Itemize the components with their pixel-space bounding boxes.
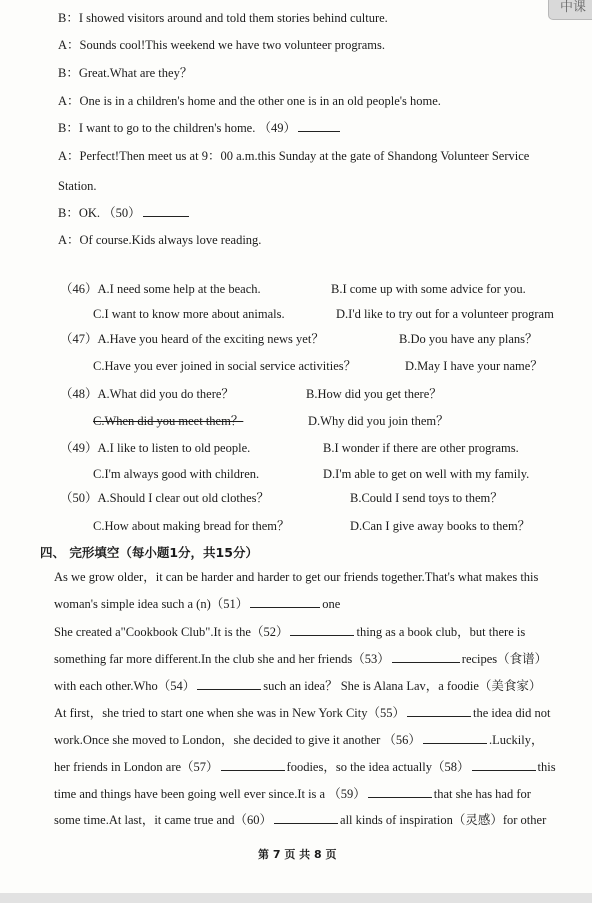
dialogue-line: A：Perfect!Then meet us at 9：00 a.m.this Sunday at the gate of Shandong Volunteer Service <box>58 149 530 163</box>
question-47-option-d[interactable]: D.May I have your name？ <box>405 359 543 373</box>
corner-tab[interactable]: 中课 <box>548 0 592 20</box>
dialogue-line: A：Of course.Kids always love reading. <box>58 233 262 247</box>
bottom-bar <box>0 893 592 903</box>
question-46-option-d[interactable]: D.I'd like to try out for a volunteer program <box>336 307 554 321</box>
passage-line-54: with each other.Who（54） such an idea？ She is Alana Lav，a foodie（美食家） <box>54 679 542 693</box>
answer-blank-56[interactable] <box>423 742 487 744</box>
dialogue-line: B：I showed visitors around and told them stories behind culture. <box>58 11 388 25</box>
question-49-option-c[interactable]: C.I'm always good with children. <box>93 467 260 481</box>
answer-blank-50[interactable] <box>143 215 189 217</box>
answer-blank-59[interactable] <box>368 796 432 798</box>
question-50-option-b[interactable]: B.Could I send toys to them？ <box>350 491 503 505</box>
passage-line-59: time and things have been going well ever since.It is a （59） that she has had for <box>54 787 531 801</box>
dialogue-line: B：Great.What are they？ <box>58 66 193 80</box>
dialogue-line: Station. <box>58 179 97 193</box>
dialogue-line: A：Sounds cool!This weekend we have two volunteer programs. <box>58 38 386 52</box>
answer-blank-49[interactable] <box>298 130 340 132</box>
answer-blank-52[interactable] <box>290 634 354 636</box>
question-50-option-c[interactable]: C.How about making bread for them？ <box>93 519 290 533</box>
passage-line-55: At first，she tried to start one when she was in New York City（55） the idea did not <box>54 706 551 720</box>
dialogue-text: B：I want to go to the children's home. （49） <box>58 121 296 135</box>
answer-blank-55[interactable] <box>407 715 471 717</box>
question-47-option-c[interactable]: C.Have you ever joined in social service activities？ <box>93 359 357 373</box>
answer-blank-51[interactable] <box>250 606 320 608</box>
answer-blank-60[interactable] <box>274 822 338 824</box>
passage-line-60: some time.At last，it came true and（60） all kinds of inspiration（灵感）for other <box>54 813 547 827</box>
question-49-option-a[interactable]: （49）A.I like to listen to old people. <box>60 441 251 455</box>
page-number: 第 7 页 共 8 页 <box>258 848 337 861</box>
question-47-option-a[interactable]: （47）A.Have you heard of the exciting news yet？ <box>60 332 324 346</box>
section-heading: 四、 完形填空（每小题1分，共15分） <box>40 545 258 560</box>
question-49-option-d[interactable]: D.I'm able to get on well with my family. <box>323 467 530 481</box>
passage-line-52: She created a"Cookbook Club".It is the（52） thing as a book club，but there is <box>54 625 526 639</box>
answer-blank-58[interactable] <box>472 769 536 771</box>
question-49-option-b[interactable]: B.I wonder if there are other programs. <box>323 441 519 455</box>
question-46-option-c[interactable]: C.I want to know more about animals. <box>93 307 285 321</box>
passage-line: As we grow older，it can be harder and harder to get our friends together.That's what makes this <box>54 570 539 584</box>
question-46-option-a[interactable]: （46）A.I need some help at the beach. <box>60 282 261 296</box>
passage-line-53: something far more different.In the club she and her friends（53） recipes（食谱） <box>54 652 548 666</box>
dialogue-line-49 <box>58 120 342 136</box>
question-48-option-a[interactable]: （48）A.What did you do there？ <box>60 387 234 401</box>
question-50-option-a[interactable]: （50）A.Should I clear out old clothes？ <box>60 491 269 505</box>
question-47-option-b[interactable]: B.Do you have any plans？ <box>399 332 538 346</box>
passage-line-56: work.Once she moved to London，she decided to give it another （56） .Luckily， <box>54 733 544 747</box>
question-50-option-d[interactable]: D.Can I give away books to them？ <box>350 519 531 533</box>
dialogue-text: B：OK. （50） <box>58 206 141 220</box>
passage-line-51: woman's simple idea such a (n)（51） one <box>54 597 341 611</box>
dialogue-line-50 <box>58 205 191 221</box>
answer-blank-53[interactable] <box>392 661 460 663</box>
question-48-option-b[interactable]: B.How did you get there？ <box>306 387 442 401</box>
passage-line-57-58: her friends in London are（57） foodies，so the idea actually（58） this <box>54 760 556 774</box>
question-46-option-b[interactable]: B.I come up with some advice for you. <box>331 282 526 296</box>
question-48-option-c[interactable]: C.When did you meet them？ <box>93 414 244 428</box>
dialogue-line: A：One is in a children's home and the other one is in an old people's home. <box>58 94 441 108</box>
answer-blank-57[interactable] <box>221 769 285 771</box>
answer-blank-54[interactable] <box>197 688 261 690</box>
question-48-option-d[interactable]: D.Why did you join them？ <box>308 414 449 428</box>
